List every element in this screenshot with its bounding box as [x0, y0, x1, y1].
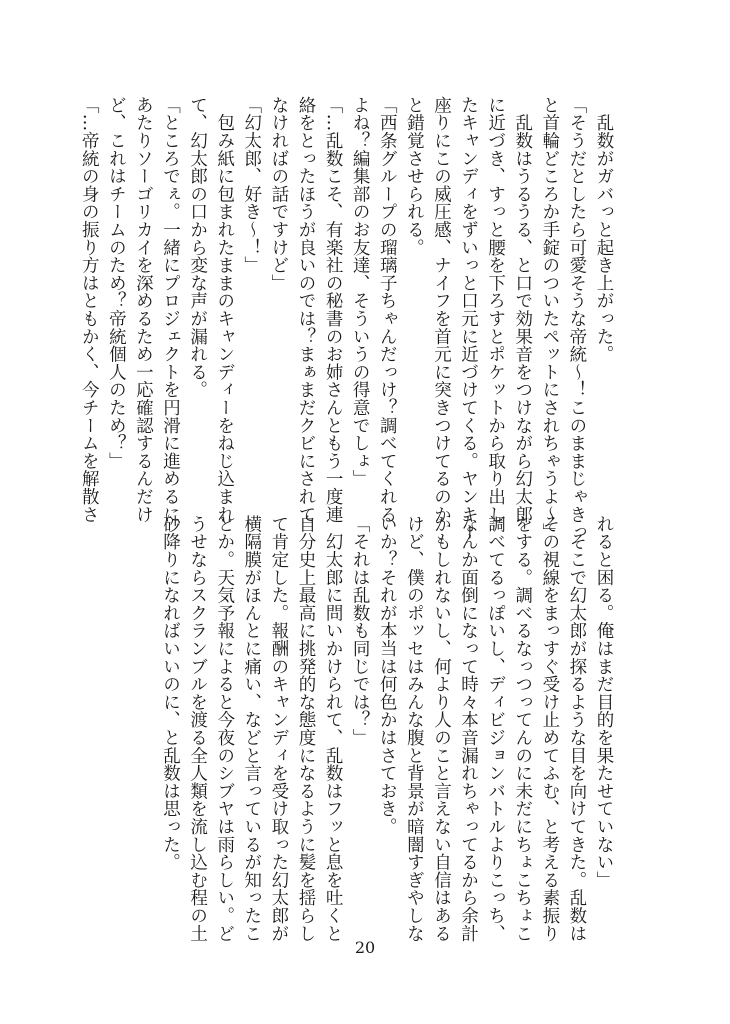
- text-line: あたりソーゴリカイを深めるため一応確認するんだけ: [133, 96, 154, 524]
- text-block-upper: [79, 96, 617, 541]
- text-line: 「そうだとしたら可愛そうな帝統〜！このままじゃきっ: [566, 96, 587, 541]
- text-line: たキャンディをずいっと口元に近づけてくる。ヤンキー: [458, 96, 479, 541]
- text-line: に近づき、すっと腰を下ろすとポケットから取り出し: [485, 96, 506, 524]
- text-line: と首輪どころか手錠のついたペットにされちゃうよ〜」: [539, 96, 560, 541]
- text-line: 「ところでぇ。一緒にプロジェクトを円滑に進めるに: [160, 96, 181, 524]
- text-line: 幻太郎に問いかけられて、乱数はフッと息を吐くと: [323, 515, 344, 943]
- text-line: よね？編集部のお友達、そういうの得意でしょ」: [350, 96, 371, 488]
- text-line: 調べてるっぽいし、ディビジョンバトルよりこっち、: [485, 515, 506, 943]
- text-line: その視線をまっすぐ受け止めてふむ、と考える素振り: [539, 515, 560, 943]
- text-line: 包み紙に包まれたままのキャンディーをねじ込まれ: [214, 96, 235, 524]
- text-line: 「西条グループの瑠璃子ちゃんだっけ？調べてくれる: [377, 96, 398, 524]
- text-line: ど、これはチームのため？帝統個人のため？」: [106, 96, 127, 470]
- page-number: 20: [354, 938, 376, 957]
- text-line: 自分史上最高に挑発的な態度になるように髪を揺らし: [295, 515, 316, 943]
- text-line: 乱数がガバっと起き上がった。: [594, 96, 614, 363]
- text-line: 乱数はうるうる、と口で効果音をつけながら幻太郎: [512, 96, 533, 524]
- text-line: 座りにこの威圧感、ナイフを首元に突きつけてるのか: [431, 96, 452, 524]
- text-line: なんか面倒になって時々本音漏れちゃってるから余計: [458, 515, 479, 943]
- text-line: けど、僕のポッセはみんな腹と背景が暗闇すぎやしな: [404, 515, 425, 943]
- text-line: て肯定した。報酬のキャンディを受け取った幻太郎が: [268, 515, 289, 943]
- text-line: をする。調べるなっつってんのに未だにちょこちょこ: [512, 515, 533, 943]
- text-line: とか。天気予報によると今夜のシブヤは雨らしい。ど: [214, 515, 235, 943]
- text-line: なければの話ですけど」: [268, 96, 289, 292]
- text-line: 「…乱数こそ、有楽社の秘書のお姉さんともう一度連: [323, 96, 344, 524]
- text-line: 砂降りになればいいのに、と乱数は思った。: [160, 515, 181, 871]
- text-line: れると困る。俺はまだ目的を果たせていない」: [594, 515, 614, 889]
- text-line: かもしれないし、何より人のこと言えない自信はある: [431, 515, 452, 943]
- text-line: 「…帝統の身の振り方はともかく、今チームを解散さ: [79, 96, 100, 524]
- text-line: と錯覚させられる。: [404, 96, 425, 257]
- text-block-lower: [117, 515, 617, 943]
- text-line: 絡をとったほうが良いのでは？まぁまだクビにされて: [295, 96, 316, 524]
- text-line: いか？それが本当は何色かはさておき。: [377, 515, 398, 836]
- text-line: 「幻太郎、好き〜！」: [241, 96, 262, 274]
- text-line: 横隔膜がほんとに痛い、などと言っているが知ったこ: [241, 515, 262, 943]
- text-line: そこで幻太郎が探るような目を向けてきた。乱数は: [566, 515, 587, 943]
- text-line: て、幻太郎の口から変な声が漏れる。: [187, 96, 208, 399]
- text-line: 「それは乱数も同じでは？」: [350, 515, 371, 747]
- text-line: うせならスクランブルを渡る全人類を流し込む程の土: [187, 515, 208, 943]
